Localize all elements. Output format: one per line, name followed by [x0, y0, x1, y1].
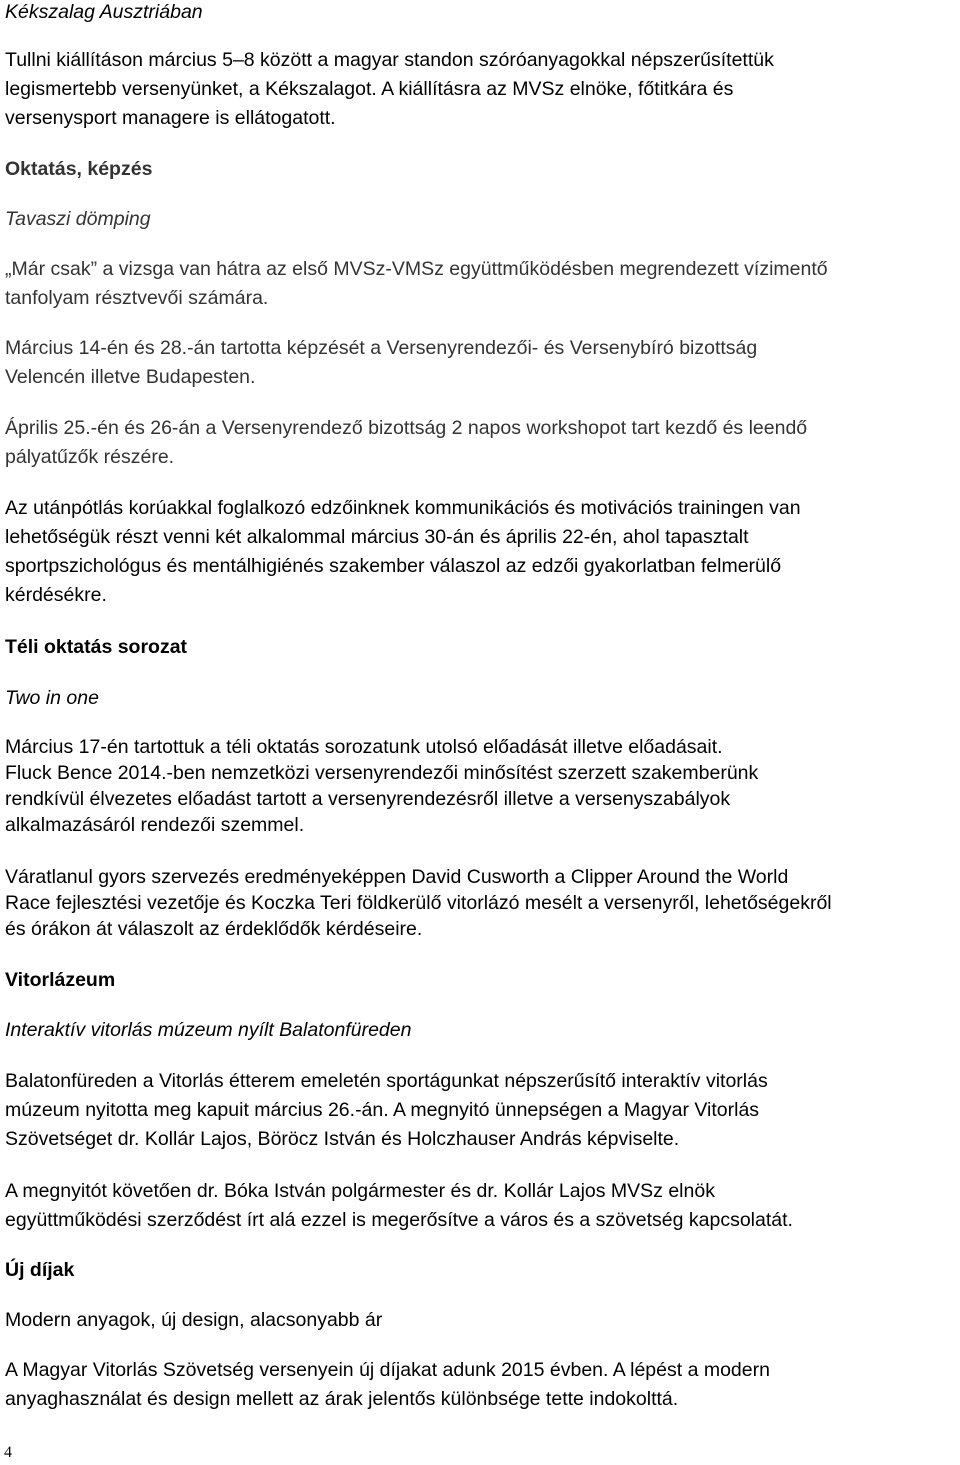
paragraph-line: A Magyar Vitorlás Szövetség versenyein új díjakat adunk 2015 évben. A lépést a modern	[5, 1359, 770, 1381]
paragraph-line: Race fejlesztési vezetője és Koczka Teri földkerülő vitorlázó mesélt a versenyről, lehetőségekről	[5, 892, 832, 914]
subheading-modern: Modern anyagok, új design, alacsonyabb ár	[5, 1309, 383, 1331]
paragraph-line: Szövetséget dr. Kollár Lajos, Böröcz István és Holczhauser András képviselte.	[5, 1128, 680, 1150]
page-number: 4	[4, 1444, 12, 1461]
paragraph-line: „Már csak” a vizsga van hátra az első MVSz-VMSz együttműködésben megrendezett vízimentő	[5, 258, 828, 280]
paragraph-line: tanfolyam résztvevői számára.	[5, 287, 269, 309]
paragraph-line: múzeum nyitotta meg kapuit március 26.-án. A megnyitó ünnepségen a Magyar Vitorlás	[5, 1099, 760, 1121]
section-heading-uj-dijak: Új díjak	[5, 1259, 75, 1281]
paragraph-line: Április 25.-én és 26-án a Versenyrendező bizottság 2 napos workshopot tart kezdő és leendő	[5, 417, 808, 439]
paragraph-line: pályatűzők részére.	[5, 446, 175, 468]
paragraph-line: Március 14-én és 28.-án tartotta képzését a Versenyrendezői- és Versenybíró bizottság	[5, 337, 758, 359]
paragraph-line: legismertebb versenyünket, a Kékszalagot. A kiállításra az MVSz elnöke, főtitkára és	[5, 78, 734, 100]
paragraph-line: Váratlanul gyors szervezés eredményeképpen David Cusworth a Clipper Around the World	[5, 866, 789, 888]
paragraph-line: Velencén illetve Budapesten.	[5, 366, 256, 388]
paragraph-line: Március 17-én tartottuk a téli oktatás sorozatunk utolsó előadását illetve előadásait.	[5, 736, 723, 758]
subheading-interaktiv: Interaktív vitorlás múzeum nyílt Balatonfüreden	[5, 1019, 412, 1041]
paragraph-line: sportpszichológus és mentálhigiénés szakember válaszol az edzői gyakorlatban felmerülő	[5, 555, 782, 577]
paragraph-line: Balatonfüreden a Vitorlás étterem emeletén sportágunkat népszerűsítő interaktív vitorlás	[5, 1070, 768, 1092]
paragraph-line: versenysport managere is ellátogatott.	[5, 107, 336, 129]
paragraph-line: rendkívül élvezetes előadást tartott a versenyrendezésről illetve a versenyszabályok	[5, 788, 731, 810]
paragraph-line: együttműködési szerződést írt alá ezzel is megerősítve a város és a szövetség kapcsolatát.	[5, 1209, 793, 1231]
section-heading-kekszalag: Kékszalag Ausztriában	[5, 1, 203, 23]
section-heading-vitorlazeum: Vitorlázeum	[5, 969, 116, 991]
section-heading-teli: Téli oktatás sorozat	[5, 636, 188, 658]
subheading-two-in-one: Two in one	[5, 687, 99, 709]
paragraph-line: A megnyitót követően dr. Bóka István polgármester és dr. Kollár Lajos MVSz elnök	[5, 1180, 715, 1202]
paragraph-line: lehetőségük részt venni két alkalommal március 30-án és április 22-én, ahol tapasztalt	[5, 526, 749, 548]
paragraph-line: anyaghasználat és design mellett az árak jelentős különbsége tette indokolttá.	[5, 1388, 679, 1410]
paragraph-line: alkalmazásáról rendezői szemmel.	[5, 814, 305, 836]
paragraph-line: kérdésékre.	[5, 584, 107, 606]
paragraph-line: Az utánpótlás korúakkal foglalkozó edzőinknek kommunikációs és motivációs trainingen van	[5, 497, 801, 519]
subheading-tavaszi: Tavaszi dömping	[5, 208, 151, 230]
paragraph-line: Tullni kiállításon március 5–8 között a magyar standon szóróanyagokkal népszerűsítettük	[5, 49, 774, 71]
paragraph-line: és órákon át válaszolt az érdeklődők kérdéseire.	[5, 918, 423, 940]
section-heading-oktatas: Oktatás, képzés	[5, 158, 153, 180]
paragraph-line: Fluck Bence 2014.-ben nemzetközi versenyrendezői minősítést szerzett szakemberünk	[5, 762, 759, 784]
